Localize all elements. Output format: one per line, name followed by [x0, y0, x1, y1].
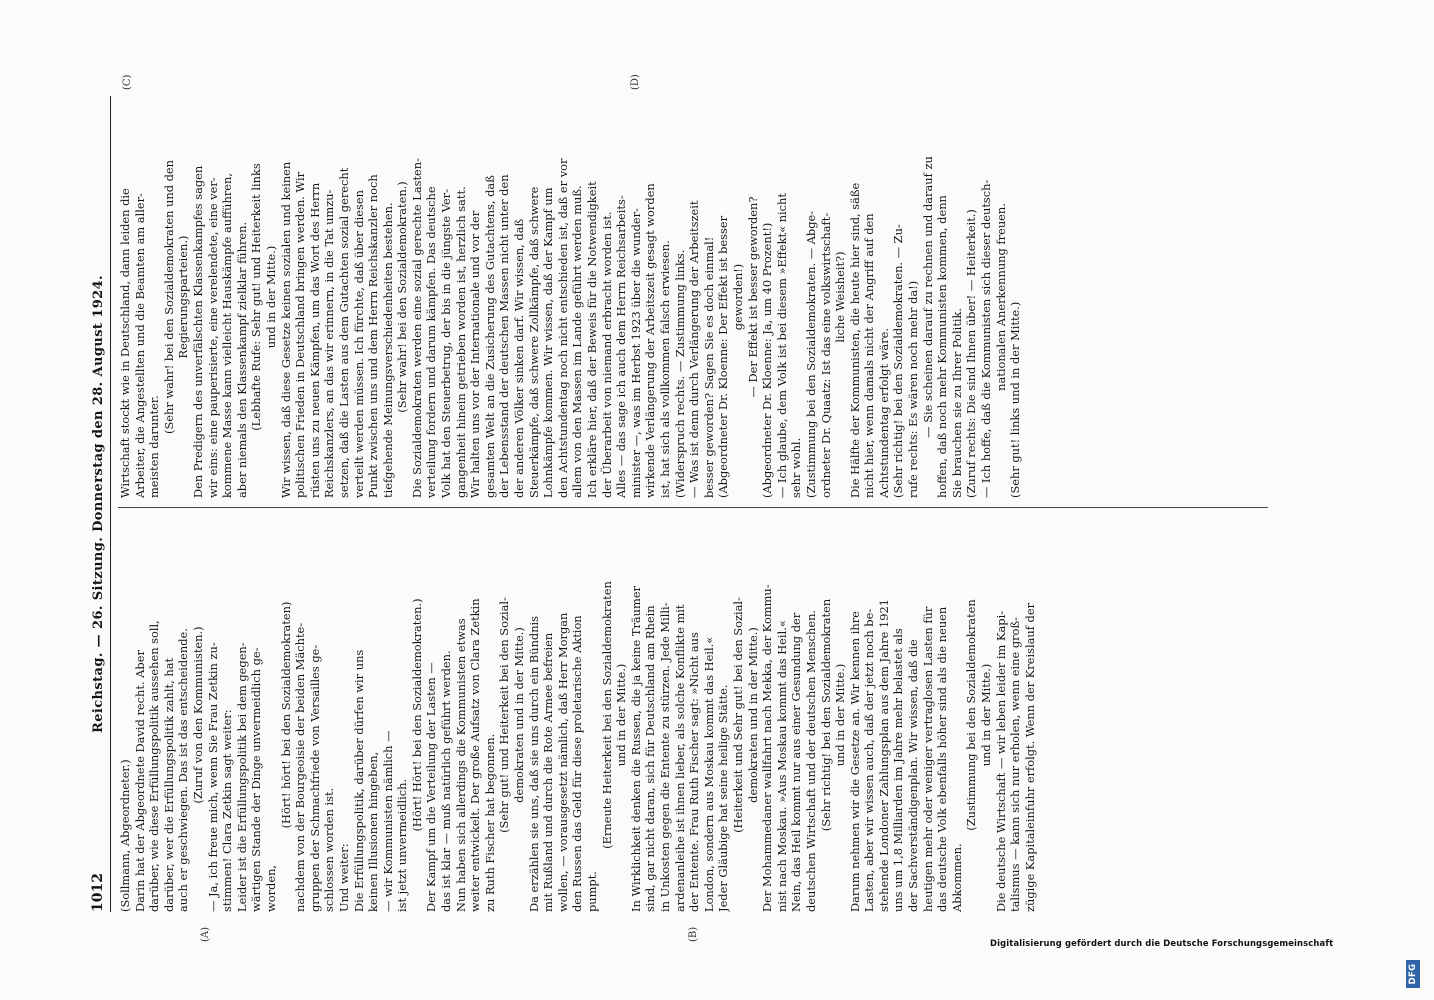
text-line: Leider ist die Erfüllungspolitik bei dem gegen-: [234, 642, 249, 912]
text-line: politischen Frieden in Deutschland bringen werden. Wir: [293, 171, 308, 498]
document-page: [88, 74, 1300, 942]
text-line: den Achtstundentag noch nicht entschieden ist, daß er vor: [555, 158, 570, 498]
text-line: (Lebhafte Rufe: Sehr gut! und Heiterkeit links: [249, 163, 264, 431]
text-line: Den Predigern des unverfälschten Klassenkampfes sagen: [190, 165, 205, 498]
text-line: (Heiterkeit und Sehr gut! bei den Sozial-: [730, 597, 745, 833]
text-line: Punkt zwischen uns und dem Herrn Reichskanzler noch: [366, 174, 381, 498]
text-line: den Russen das Geld für diese proletarische Aktion: [570, 615, 585, 912]
text-line: Und weiter:: [336, 843, 351, 912]
text-line: meisten darunter.: [147, 395, 162, 498]
text-line: (Zustimmung bei den Sozialdemokraten. — Abge-: [803, 210, 818, 498]
text-line: — Ja, ich freue mich, wenn Sie Frau Zetkin zu-: [205, 642, 220, 912]
text-line: — wir Kommunisten nämlich —: [380, 730, 395, 912]
page-header: [88, 96, 111, 912]
text-line: In Wirklichkeit denken die Russen, die ja keine Träumer: [628, 585, 643, 912]
text-line: — Ich hoffe, daß die Kommunisten sich dieser deutsch-: [979, 179, 994, 498]
text-line: (Abgeordneter Dr. Kloenne: Ja, um 40 Prozent!): [760, 222, 775, 498]
text-line: — Sie scheinen darauf zu rechnen und darauf zu: [920, 156, 935, 438]
text-line: (Widerspruch rechts. — Zustimmung links.: [672, 249, 687, 498]
text-line: Alles — das sage ich auch dem Herrn Reichsarbeits-: [614, 195, 629, 498]
text-line: heutigen mehr oder weniger vertraglosen Lasten für: [920, 606, 935, 912]
text-line: besser geworden? Sagen Sie es doch einmal!: [701, 236, 716, 498]
text-line: minister —, was im Herbst 1923 über die wunder-: [628, 208, 643, 498]
text-line: (Zuruf von den Kommunisten.): [190, 626, 205, 804]
text-line: und in der Mitte.): [833, 663, 848, 767]
text-line: und in der Mitte.): [614, 663, 629, 767]
text-line: (Sehr gut! links und in der Mitte.): [1008, 301, 1023, 498]
text-line: Da erzählen sie uns, daß sie uns durch ein Bündnis: [526, 615, 541, 912]
text-line: nist nach Moskau. »Aus Moskau kommt das Heil.«: [774, 620, 789, 912]
text-line: (Sehr richtig! bei den Sozialdemokraten. — Zu-: [891, 224, 906, 498]
left-column: [118, 518, 1037, 912]
text-line: wir eins: eine pauperisierte, eine verelendete, eine ver-: [205, 177, 220, 498]
text-line: aber niemals den Klassenkampf zielklar führen.: [234, 221, 249, 498]
margin-marker-d: (D): [630, 74, 641, 90]
column-divider: [118, 507, 1268, 508]
text-line: (Erneute Heiterkeit bei den Sozialdemokraten: [599, 581, 614, 849]
text-line: (Sehr wahr! bei den Sozialdemokraten.): [395, 181, 410, 413]
text-line: der Lebensstand der deutschen Massen nicht unter den: [497, 174, 512, 498]
text-line: (Sehr gut! und Heiterkeit bei den Sozial-: [497, 597, 512, 833]
text-line: Wir wissen, daß diese Gesetze keinen sozialen und keinen: [278, 161, 293, 498]
text-line: Lasten, aber wir wissen auch, daß der jetzt noch be-: [862, 608, 877, 912]
text-line: gesamten Welt an die Zusicherung des Gutachtens, daß: [482, 175, 497, 498]
text-line: Darum nehmen wir die Gesetze an. Wir kennen ihre: [847, 611, 862, 912]
text-line: verteilung fordern und darum kämpfen. Das deutsche: [424, 186, 439, 498]
margin-marker-a: (A): [200, 926, 211, 942]
text-line: der anderen Völker sinken darf. Wir wissen, daß: [512, 218, 527, 498]
text-line: (Hört! hört! bei den Sozialdemokraten): [278, 601, 293, 829]
text-line: in Unkosten gegen die Entente zu stürzen. Jede Milli-: [657, 602, 672, 912]
text-line: uns um 1,8 Milliarden im Jahre mehr belastet als: [891, 628, 906, 912]
text-line: der Überarbeit von niemand erbracht worden ist.: [599, 211, 614, 498]
text-line: liche Weisheit?): [833, 251, 848, 343]
text-line: deutschen Wirtschaft und der deutschen Menschen.: [803, 609, 818, 912]
text-line: geworden!): [730, 263, 745, 331]
text-line: Achtstundentag erfolgt wäre.: [876, 327, 891, 498]
text-line: Wir halten uns vor der Internationale und vor der: [468, 210, 483, 498]
text-line: wollen, — vorausgesetzt nämlich, daß Herr Morgan: [555, 612, 570, 912]
text-line: der Sachverständigenplan. Wir wissen, daß die: [906, 639, 921, 912]
text-line: zügige Kapitaleinfuhr erfolgt. Wenn der Kreislauf der: [1022, 602, 1037, 912]
text-line: ist jetzt unvermeidlich.: [395, 778, 410, 912]
text-line: und in der Mitte.): [263, 245, 278, 349]
text-line: Regierungsparteien.): [176, 235, 191, 359]
text-line: Steuerkämpfe, daß schwere Zollkämpfe, daß schwere: [526, 186, 541, 498]
page-number: 1012: [90, 873, 106, 912]
text-line: Darin hat der Abgeordnete David recht. Aber: [132, 650, 147, 912]
right-column: [118, 96, 1023, 498]
text-line: setzen, daß die Lasten aus dem Gutachten sozial gerecht: [336, 167, 351, 498]
text-line: verteilt werden müssen. Ich fürchte, daß über diesen: [351, 190, 366, 498]
text-line: talismus — kann sich nur erholen, wenn eine groß-: [1008, 617, 1023, 912]
text-line: kommene Masse kann vielleicht Hauskämpfe aufführen,: [220, 172, 235, 498]
text-line: (Zuruf rechts: Die sind Ihnen über! — Heiterkeit.): [964, 209, 979, 498]
text-line: Nein, das Heil kommt nur aus einer Gesundung der: [789, 612, 804, 912]
text-line: Nun haben sich allerdings die Kommunisten etwas: [453, 618, 468, 912]
text-line: nationalen Anerkennung freuen.: [993, 203, 1008, 391]
text-line: Der Kampf um die Verteilung der Lasten —: [424, 662, 439, 912]
text-line: zu Ruth Fischer hat begonnen.: [482, 733, 497, 912]
text-line: — Was ist denn durch Verlängerung der Arbeitszeit: [687, 200, 702, 498]
text-line: — Der Effekt ist besser geworden?: [745, 196, 760, 398]
text-line: ordneter Dr. Quaatz: Ist das eine volkswirtschaft-: [818, 212, 833, 498]
text-line: Die Sozialdemokraten werden eine sozial gerechte Lasten-: [409, 158, 424, 498]
text-line: wärtigen Stande der Dinge unvermeidlich ge-: [249, 647, 264, 912]
text-line: keinen Illusionen hingeben,: [366, 751, 381, 912]
text-line: (Sehr richtig! bei den Sozialdemokraten: [818, 598, 833, 832]
text-line: (Abgeordneter Dr. Kloenne: Der Effekt ist besser: [716, 215, 731, 498]
text-line: darüber, wer die Erfüllungspolitik zahlt, hat: [161, 657, 176, 912]
text-line: Abkommen.: [949, 843, 964, 912]
text-line: nachdem von der Bourgeoisie der beiden Mächte-: [293, 622, 308, 912]
text-line: auch er geschwiegen. Das ist das entscheidende.: [176, 628, 191, 912]
text-line: ist, hat sich als vollkommen falsch erwiesen.: [657, 240, 672, 498]
text-line: hoffen, daß noch mehr Kommunisten kommen, denn: [935, 195, 950, 498]
text-line: rüsten uns zu neuen Kämpfen, um das Wort des Herrn: [307, 182, 322, 498]
margin-marker-c: (C): [122, 74, 133, 90]
text-line: Arbeiter, die Angestellten und die Beamten am aller-: [132, 193, 147, 498]
text-line: Volk hat den Steuerbetrug, der bis in die jüngste Ver-: [439, 189, 454, 498]
text-line: und in der Mitte.): [979, 663, 994, 767]
text-line: Die deutsche Wirtschaft — wir leben leider im Kapi-: [993, 610, 1008, 912]
margin-marker-b: (B): [688, 926, 699, 942]
text-line: demokraten und in der Mitte.): [745, 627, 760, 803]
text-line: Sie brauchen sie zu Ihrer Politik.: [949, 307, 964, 498]
text-line: — Ich glaube, dem Volk ist bei diesem »Effekt« nicht: [774, 193, 789, 498]
text-line: worden,: [263, 864, 278, 912]
text-line: Jeder Gläubige hat seine heilige Stätte.: [716, 684, 731, 912]
text-line: gangenheit hinein getrieben worden ist, herzlich satt.: [453, 186, 468, 498]
text-line: demokraten und in der Mitte.): [512, 627, 527, 803]
text-line: das deutsche Volk ebenfalls höher sind als die neuen: [935, 606, 950, 912]
dfg-logo: DFG: [1406, 960, 1420, 988]
text-line: sehr wohl.: [789, 437, 804, 498]
text-line: (Sehr wahr! bei den Sozialdemokraten und den: [161, 160, 176, 434]
text-line: Die Erfüllungspolitik, darüber dürfen wir uns: [351, 649, 366, 912]
text-line: das ist klar — muß natürlich geführt werden.: [439, 650, 454, 912]
text-line: (Hört! Hört! bei den Sozialdemokraten.): [409, 598, 424, 832]
text-line: Lohnkämpfe kommen. Wir wissen, daß der Kampf um: [541, 187, 556, 498]
text-line: Der Mohammedaner wallfahrt nach Mekka, der Kommu-: [760, 584, 775, 912]
text-line: mit Rußland und durch die Rote Armee befreien: [541, 632, 556, 912]
text-line: wirkende Verlängerung der Arbeitszeit gesagt worden: [643, 183, 658, 498]
text-line: Wirtschaft stockt wie in Deutschland, dann leiden die: [118, 188, 132, 498]
text-line: Die Hälfte der Kommunisten, die heute hier sind, säße: [847, 182, 862, 498]
text-line: Reichskanzlers, an das wir erinnern, in die Tat umzu-: [322, 189, 337, 498]
text-line: darüber, wie diese Erfüllungspolitik aussehen soll,: [147, 620, 162, 912]
text-line: tiefgehende Meinungsverschiedenheiten bestehen.: [380, 202, 395, 498]
text-line: pumpt.: [585, 871, 599, 912]
text-line: Ich erkläre hier, daß der Beweis für die Notwendigkeit: [585, 181, 599, 498]
text-line: stehende Londoner Zahlungsplan aus dem Jahre 1921: [876, 599, 891, 912]
text-line: London, sondern aus Moskau kommt das Heil.«: [701, 636, 716, 912]
text-line: sind, gar nicht daran, sich für Deutschland am Rhein: [643, 605, 658, 912]
text-line: (Zustimmung bei den Sozialdemokraten: [964, 599, 979, 831]
text-line: allem von den Massen im Lande geführt werden muß.: [570, 185, 585, 498]
text-line: nicht hier, wenn damals nicht der Angriff auf den: [862, 213, 877, 498]
page-title: Reichstag. — 26. Sitzung. Donnerstag den 28. August 1924.: [91, 275, 106, 733]
text-line: weiter entwickelt. Der große Aufsatz von Clara Zetkin: [468, 598, 483, 912]
text-line: stimmen! Clara Zetkin sagt weiter:: [220, 709, 235, 912]
text-line: ardenanleihe ist ihnen lieber, als solche Konflikte mit: [672, 604, 687, 912]
digitization-credit: Digitalisierung gefördert durch die Deutsche Forschungsgemeinschaft: [990, 938, 1334, 948]
text-line: der Entente. Frau Ruth Fischer sagt: »Nicht aus: [687, 632, 702, 912]
text-line: (Sollmann, Abgeordneter.): [118, 759, 132, 912]
text-line: schlossen worden ist.: [322, 787, 337, 912]
text-line: rufe rechts: Es wären noch mehr da!): [906, 280, 921, 498]
text-line: gruppen der Schmachfriede von Versailles ge-: [307, 644, 322, 912]
